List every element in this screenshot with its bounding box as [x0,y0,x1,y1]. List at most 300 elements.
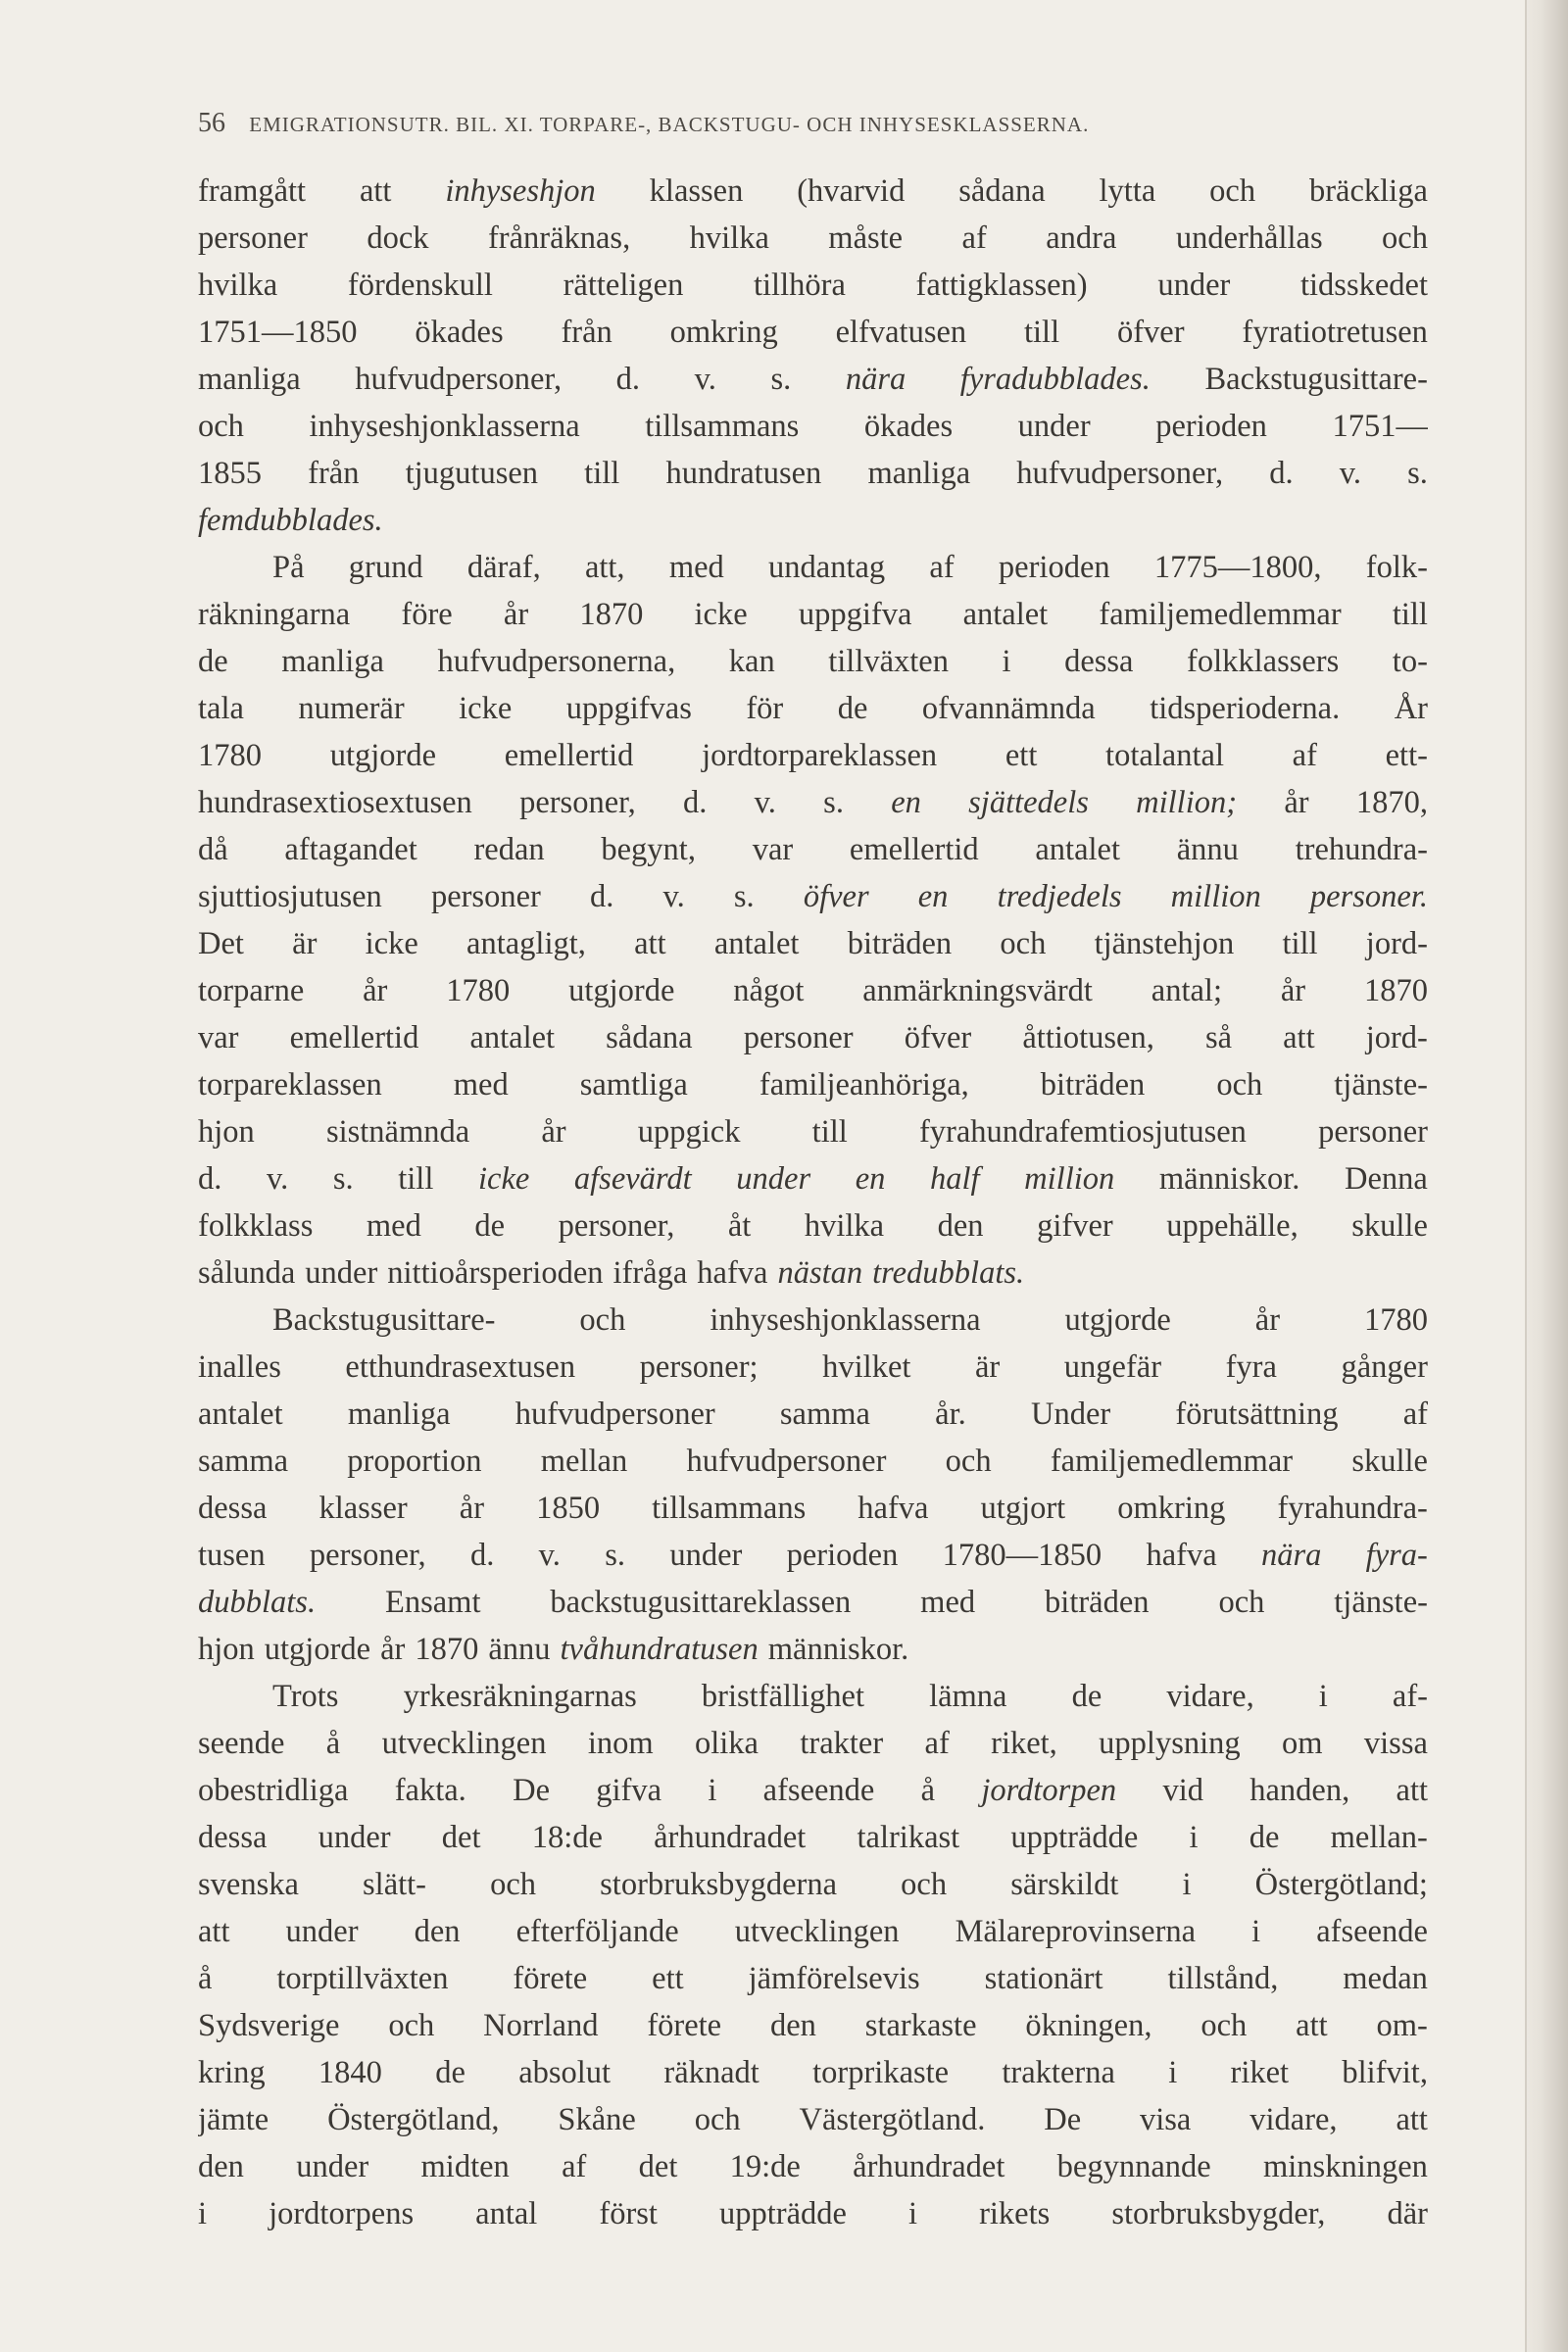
word: År [1394,691,1428,726]
word: och [1382,220,1428,256]
text-line [198,1108,1428,1155]
word: emellertid [289,1020,419,1055]
word: tala [198,691,244,726]
word: år [541,1114,566,1150]
word: gånger [1341,1349,1428,1385]
word: to- [1392,644,1428,679]
word: v. [694,362,716,397]
word: obestridliga [198,1773,349,1808]
word: torparne [198,973,305,1008]
word: fakta. [394,1773,466,1808]
word: och [388,2008,435,2043]
word: tillsammans [652,1491,807,1526]
word: uppträdde [1010,1820,1139,1855]
word: af [929,550,955,585]
body-text [198,168,1428,2237]
text-line [198,873,1428,920]
word: midten [420,2149,510,2184]
word: hvilka [689,220,769,256]
word: folk- [1365,550,1428,585]
word: de [837,691,868,726]
word: elfvatusen [835,315,967,350]
italic-word: en [855,1161,886,1197]
word: gifver [1037,1208,1113,1244]
word: antal; [1151,973,1222,1008]
italic-word: öfver [803,879,869,914]
italic-word: million [1170,879,1261,914]
word: 1840 [318,2055,382,2090]
word: icke [694,597,748,632]
word: medan [1343,1961,1428,1996]
italic-word: million [1024,1161,1115,1197]
word: tillväxten [828,644,949,679]
word: fördenskull [347,268,493,303]
text-line [198,1861,1428,1908]
word: räknadt [663,2055,760,2090]
text-line [198,2049,1428,2096]
word: Mälareprovinserna [955,1914,1197,1949]
word: sistnämnda [325,1114,470,1150]
word: hufvudpersonerna, [437,644,676,679]
word: antalet [713,926,800,961]
word: personer [198,220,308,256]
italic-word: inhyseshjon [445,173,596,209]
header-title: EMIGRATIONSUTR. BIL. XI. TORPARE-, BACKSTUGU- OCH INHYSESKLASSERNA. [249,113,1090,136]
text-line [198,1673,1428,1720]
word: s. [733,879,755,914]
word: af [1402,1396,1428,1432]
word: visa [1140,2102,1192,2137]
text-line [198,732,1428,779]
word: icke [365,926,418,961]
word: undantag [768,550,886,585]
word: jord- [1365,1020,1428,1055]
word: trehundra- [1295,832,1428,867]
word: att [1296,2008,1328,2043]
word: d. [1269,456,1294,491]
word: utgjorde [1064,1302,1171,1338]
word: sådana [958,173,1046,209]
word: framgått [198,173,307,209]
word: Västergötland. [799,2102,986,2137]
text-line [198,638,1428,685]
word: perioden [998,550,1110,585]
word: af- [1392,1679,1428,1714]
word: från [308,456,360,491]
word: och [945,1444,992,1479]
word: fattigklassen) [915,268,1088,303]
word: den [198,2149,244,2184]
word: ökningen, [1025,2008,1152,2043]
word: d. [615,362,641,397]
word: tidsskedet [1299,268,1428,303]
word: under [296,2149,369,2184]
page-number: 56 [198,108,225,138]
word: ett [1004,738,1038,773]
word: hafva [858,1491,929,1526]
word: fyra [1225,1349,1277,1385]
word: ökades [863,409,954,444]
word: 1780 [198,738,262,773]
word: personer; [639,1349,759,1385]
italic-word: nästan [777,1255,863,1291]
word: d. [683,785,708,820]
word: redan [473,832,545,867]
text-line [198,1438,1428,1485]
italic-word: fyradubblades. [959,362,1151,397]
word: antalet [198,1396,283,1432]
word: uppehälle, [1166,1208,1298,1244]
word: hufvudpersoner, [355,362,563,397]
word: till [1024,315,1060,350]
word: tidsperioderna. [1150,691,1341,726]
word: att [198,1914,230,1949]
word: rikets [979,2196,1051,2231]
word: blifvit, [1342,2055,1428,2090]
word: år [380,1632,406,1667]
text-line [198,497,1428,544]
word: vissa [1363,1726,1428,1761]
word: under [285,1914,359,1949]
word: den [769,2008,816,2043]
word: 1780 [446,973,511,1008]
word: och [579,1302,626,1338]
italic-word: under [736,1161,811,1197]
text-line [198,544,1428,591]
word: biträden [1045,1585,1150,1620]
word: begynnande [1056,2149,1211,2184]
word: inhyseshjonklasserna [309,409,580,444]
word: olika [695,1726,759,1761]
word: under [318,1820,391,1855]
word: till [398,1161,434,1197]
word: den [414,1914,461,1949]
word: och [490,1867,537,1902]
word: till [1282,926,1318,961]
word: hvilka [198,268,278,303]
word: öfver [904,1020,972,1055]
word: (hvarvid [797,173,906,209]
word: å [920,1773,936,1808]
word: emellertid [504,738,634,773]
text-line [198,1720,1428,1767]
italic-word: fyra- [1365,1538,1428,1573]
word: hundratusen [665,456,822,491]
word: år [1254,1302,1281,1338]
word: handen, [1250,1773,1350,1808]
word: och [1218,1585,1265,1620]
word: emellertid [849,832,979,867]
word: ofvannämnda [921,691,1096,726]
text-line [198,450,1428,497]
word: och [1000,926,1047,961]
word: dessa [1064,644,1134,679]
word: absolut [518,2055,612,2090]
word: först [599,2196,658,2231]
word: å [325,1726,341,1761]
word: s. [823,785,844,820]
text-line [198,1344,1428,1391]
word: i [198,2196,208,2231]
italic-word: afsevärdt [573,1161,692,1197]
word: På [272,550,305,585]
word: ett [652,1961,684,1996]
word: med [366,1208,421,1244]
word: folkklassers [1187,644,1340,679]
word: 1850 [536,1491,601,1526]
word: anmärkningsvärdt [862,973,1093,1008]
word: s. [770,362,792,397]
word: d. [589,879,614,914]
word: tjänste- [1334,1585,1428,1620]
word: 19:de [729,2149,801,2184]
word: under [1017,409,1091,444]
word: andra [1046,220,1117,256]
word: trakterna [1002,2055,1115,2090]
word: under [305,1255,378,1291]
word: vidare, [1166,1679,1254,1714]
word: är [292,926,318,961]
italic-word: half [930,1161,980,1197]
word: afseende [762,1773,875,1808]
word: tillhöra [754,268,846,303]
word: d. [469,1538,495,1573]
word: svenska [198,1867,299,1902]
word: rätteligen [563,268,684,303]
text-line [198,1626,1428,1673]
word: något [733,973,805,1008]
word: att, [584,550,625,585]
word: Östergötland; [1254,1867,1428,1902]
word: 1870, [1355,785,1428,820]
word: v. [538,1538,561,1573]
word: hvilka [804,1208,885,1244]
word: icke [459,691,513,726]
italic-word: femdubblades. [198,503,383,538]
word: i [1002,644,1011,679]
word: kring [198,2055,266,2090]
word: de [198,644,228,679]
word: s. [1407,456,1428,491]
text-line [198,1532,1428,1579]
word: familjemedlemmar [1050,1444,1294,1479]
word: torprikaste [812,2055,950,2090]
word: frånräknas, [487,220,631,256]
word: före [401,597,453,632]
italic-word: dubblats. [198,1585,317,1620]
word: då [198,832,228,867]
word: minskningen [1263,2149,1428,2184]
italic-word: nära [1260,1538,1322,1573]
word: klasser [318,1491,408,1526]
word: måste [828,220,904,256]
word: att [1396,1773,1428,1808]
word: manliga [347,1396,451,1432]
word: 18:de [531,1820,603,1855]
word: århundradet [853,2149,1005,2184]
italic-word: icke [477,1161,530,1197]
word: antalet [1035,832,1120,867]
word: i [708,1773,717,1808]
word: v. [266,1161,289,1197]
text-line [198,1014,1428,1061]
text-line [198,967,1428,1014]
word: öfver [1116,315,1185,350]
word: uppgick [637,1114,741,1150]
word: det [638,2149,678,2184]
word: år [363,973,388,1008]
word: den [937,1208,984,1244]
word: storbruksbygderna [600,1867,838,1902]
word: lämna [929,1679,1007,1714]
word: ökades [415,315,504,350]
word: vid [1162,1773,1203,1808]
word: Under [1030,1396,1111,1432]
word: perioden [1155,409,1267,444]
word: torptillväxten [276,1961,449,1996]
word: begynt, [601,832,696,867]
word: hjon [198,1632,255,1667]
word: jordtorpareklassen [702,738,938,773]
word: manliga [867,456,971,491]
word: torpareklassen [198,1067,382,1102]
word: och [198,409,244,444]
word: aftagandet [284,832,417,867]
word: bräckliga [1308,173,1428,209]
text-line [198,826,1428,873]
word: underhållas [1175,220,1323,256]
word: d. [198,1161,222,1197]
word: åt [727,1208,752,1244]
word: förete [513,1961,588,1996]
word: antalet [962,597,1049,632]
word: samma [779,1396,870,1432]
word: Sydsverige [198,2008,340,2043]
word: i [1251,1914,1261,1949]
word: år [503,597,529,632]
word: biträden [1040,1067,1146,1102]
word: räkningarna [198,597,351,632]
word: Östergötland, [327,2102,500,2137]
word: tjänste- [1334,1067,1428,1102]
word: mellan [540,1444,628,1479]
word: om [1282,1726,1323,1761]
word: till [1392,597,1428,632]
word: att [634,926,666,961]
text-line [198,1767,1428,1814]
word: med [920,1585,976,1620]
word: förutsättning [1175,1396,1339,1432]
word: dock [367,220,429,256]
word: i [1168,2055,1178,2090]
text-line [198,1202,1428,1250]
italic-word: personer. [1309,879,1428,914]
word: folkklass [198,1208,314,1244]
word: hafva [1146,1538,1217,1573]
word: 1751—1850 [198,315,358,350]
word: ännu [1176,832,1239,867]
word: att [359,173,392,209]
word: 1870 [415,1632,479,1667]
word: samma [198,1444,289,1479]
word: år [1280,973,1306,1008]
word: 1751— [1332,409,1428,444]
word: ett- [1385,738,1428,773]
word: familjeanhöriga, [759,1067,969,1102]
word: omkring [1117,1491,1226,1526]
word: uppgifva [798,597,912,632]
word: utgjorde [264,1632,371,1667]
word: manliga [198,362,301,397]
word: yrkesräkningarnas [403,1679,637,1714]
word: i [1318,1679,1328,1714]
word: att [1396,2102,1428,2137]
word: storbruksbygder, [1111,2196,1326,2231]
word: 1855 [198,456,262,491]
word: hufvudpersoner [686,1444,887,1479]
word: 1780—1850 [942,1538,1102,1573]
word: och [1209,173,1256,209]
word: inhyseshjonklasserna [710,1302,981,1338]
text-line [198,1814,1428,1861]
italic-word: tvåhundratusen [560,1632,759,1667]
word: att [1283,1020,1315,1055]
word: mellan- [1330,1820,1428,1855]
word: antalet [469,1020,556,1055]
word: riket [1230,2055,1290,2090]
word: tjugutusen [405,456,539,491]
word: hafva [697,1255,768,1291]
word: biträden [847,926,953,961]
word: utgjorde [568,973,675,1008]
word: Ensamt [385,1585,481,1620]
word: etthundrasextusen [345,1349,576,1385]
word: Backstugusittare- [1204,362,1428,397]
word: De [1044,2102,1082,2137]
word: upplysning [1099,1726,1241,1761]
word: åttiotusen, [1022,1020,1154,1055]
word: under [1157,268,1231,303]
word: de [1249,1820,1280,1855]
word: och [1200,2008,1248,2043]
word: starkaste [864,2008,977,2043]
word: där [1387,2196,1428,2231]
word: backstugusittareklassen [550,1585,852,1620]
word: kan [728,644,775,679]
text-line [198,403,1428,450]
word: grund [348,550,423,585]
scan-edge-line [1525,0,1527,2352]
word: manliga [281,644,384,679]
word: uppgifvas [565,691,692,726]
word: utgjorde [329,738,436,773]
word: utvecklingen [381,1726,547,1761]
word: Det [198,926,244,961]
word: Norrland [483,2008,599,2043]
word: proportion [347,1444,482,1479]
word: år [1284,785,1309,820]
italic-word: en [891,785,921,820]
word: fyrahundra- [1277,1491,1428,1526]
word: de [435,2055,466,2090]
word: med [668,550,724,585]
word: 1870 [1363,973,1428,1008]
word: till [584,456,620,491]
word: De [513,1773,550,1808]
italic-word: jordtorpen [981,1773,1117,1808]
word: om- [1376,2008,1428,2043]
word: totalantal [1105,738,1224,773]
